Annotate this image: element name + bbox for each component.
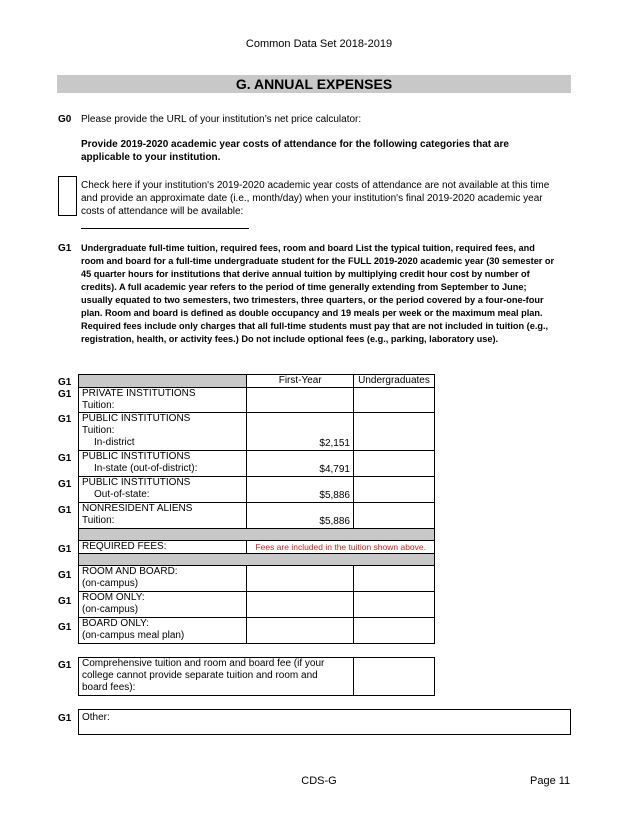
private-first-year-cell[interactable] (247, 388, 354, 413)
row-label-line: Tuition: (82, 515, 115, 526)
provide-instruction-line2: applicable to your institution. (81, 152, 221, 163)
comprehensive-fee-label (79, 658, 354, 696)
item-code-g1-other: G1 (58, 713, 72, 724)
nonresident-tuition-label (79, 503, 247, 529)
item-code-g1-intro: G1 (58, 243, 72, 254)
nonresident-undergrad-cell[interactable] (354, 503, 435, 529)
public-out-of-state-first-year-value[interactable]: $5,886 (247, 477, 354, 503)
date-entry-line[interactable] (81, 228, 249, 229)
private-tuition-label (79, 388, 247, 413)
room-only-undergrad-cell[interactable] (354, 592, 435, 618)
g1-definition-line6: plan. Room and board is defined as double occupancy and 19 meals per week or the maximum meal plan. (81, 308, 543, 318)
row-label-line: (on-campus meal plan) (82, 630, 185, 641)
not-available-checkbox[interactable] (58, 176, 77, 216)
public-in-district-undergrad-cell[interactable] (354, 413, 435, 451)
g1-definition-line7: Required fees include only charges that all full-time students must pay that are not included in tuition (e.g., (81, 321, 549, 331)
page-header: Common Data Set 2018-2019 (245, 38, 393, 50)
row-label-line: In-state (out-of-district): (94, 463, 198, 474)
row-label-line: NONRESIDENT ALIENS (82, 503, 193, 514)
row-label-line: (on-campus) (82, 578, 139, 589)
other-label: Other: (82, 712, 110, 723)
public-in-state-label (79, 451, 247, 477)
column-header-undergraduates: Undergraduates (354, 375, 435, 388)
check-text-line1: Check here if your institution's 2019-2020 academic year costs of attendance are not available at this time (81, 180, 550, 191)
section-title: G. ANNUAL EXPENSES (57, 75, 571, 93)
row-label-line: BOARD ONLY: (82, 618, 150, 629)
row-label-line: PUBLIC INSTITUTIONS (82, 451, 191, 462)
other-field[interactable] (78, 709, 571, 735)
g1-definition-line5: usually equated to two semesters, two trimesters, three quarters, or the period covered by a four-one-four (81, 295, 544, 305)
item-code-g1: G1 (58, 570, 72, 581)
board-only-label (79, 618, 247, 644)
footer-section-code: CDS-G (301, 775, 337, 787)
comprehensive-fee-value-cell[interactable] (354, 658, 435, 696)
separator-row (79, 529, 435, 541)
public-in-district-label (79, 413, 247, 451)
item-code-g1: G1 (58, 479, 72, 490)
g1-definition-line4: credits). A full academic year refers to the period of time generally extending from September to June; (81, 282, 527, 292)
room-and-board-first-year-cell[interactable] (247, 566, 354, 592)
item-code-g1: G1 (58, 622, 72, 633)
header-blank-cell (79, 375, 247, 388)
item-code-g1: G1 (58, 505, 72, 516)
public-in-district-first-year-value[interactable]: $2,151 (247, 413, 354, 451)
g1-definition-line8: registration, health, or activity fees.) Do not include optional fees (e.g., parking, laboratory use). (81, 334, 499, 344)
room-and-board-undergrad-cell[interactable] (354, 566, 435, 592)
column-header-first-year: First-Year (247, 375, 354, 388)
item-code-g1: G1 (58, 377, 72, 388)
public-in-state-first-year-value[interactable]: $4,791 (247, 451, 354, 477)
item-code-g1: G1 (58, 453, 72, 464)
check-text-line2: and provide an approximate date (i.e., month/day) when your institution's final 2019-2020 academic year (81, 193, 543, 204)
cost-table (78, 374, 435, 644)
required-fees-label: REQUIRED FEES: (79, 541, 247, 554)
item-code-g1-comprehensive: G1 (58, 660, 72, 671)
public-in-state-undergrad-cell[interactable] (354, 451, 435, 477)
item-code-g1: G1 (58, 414, 72, 425)
row-label-line: PUBLIC INSTITUTIONS (82, 477, 191, 488)
item-code-g0: G0 (58, 114, 72, 125)
private-undergrad-cell[interactable] (354, 388, 435, 413)
row-label-line: In-district (94, 437, 135, 448)
row-label-line: board fees): (82, 682, 136, 693)
item-code-g1: G1 (58, 596, 72, 607)
row-label-line: Comprehensive tuition and room and board fee (if your (82, 658, 325, 669)
g1-definition-line1: Undergraduate full-time tuition, required fees, room and board List the typical tuition, required fees, and (81, 243, 535, 253)
g1-definition-line2: room and board for a full-time undergraduate student for the FULL 2019-2020 academic year (30 semester or (81, 256, 555, 266)
item-code-g1: G1 (58, 389, 72, 400)
comprehensive-fee-table (78, 657, 435, 696)
row-label-line: PUBLIC INSTITUTIONS (82, 413, 191, 424)
nonresident-first-year-value[interactable]: $5,886 (247, 503, 354, 529)
public-out-of-state-label (79, 477, 247, 503)
public-out-of-state-undergrad-cell[interactable] (354, 477, 435, 503)
row-label-line: ROOM AND BOARD: (82, 566, 178, 577)
row-label-line: (on-campus) (82, 604, 139, 615)
room-and-board-label (79, 566, 247, 592)
room-only-label (79, 592, 247, 618)
check-text-line3: costs of attendance will be available: (81, 206, 244, 217)
net-price-question: Please provide the URL of your institution’s net price calculator: (81, 114, 362, 125)
row-label-line: PRIVATE INSTITUTIONS (82, 388, 196, 399)
provide-instruction-line1: Provide 2019-2020 academic year costs of attendance for the following categories that are (81, 139, 509, 150)
room-only-first-year-cell[interactable] (247, 592, 354, 618)
row-label-line: college cannot provide separate tuition and room and (82, 670, 318, 681)
item-code-g1: G1 (58, 544, 72, 555)
separator-row (79, 554, 435, 566)
footer-page-number: Page 11 (530, 775, 571, 787)
fees-note: Fees are included in the tuition shown above. (247, 541, 435, 554)
row-label-line: ROOM ONLY: (82, 592, 145, 603)
row-label-line: Out-of-state: (94, 489, 150, 500)
board-only-undergrad-cell[interactable] (354, 618, 435, 644)
g1-definition-line3: 45 quarter hours for institutions that derive annual tuition by multiplying credit hour cost by number of (81, 269, 530, 279)
row-label-line: Tuition: (82, 400, 115, 411)
board-only-first-year-cell[interactable] (247, 618, 354, 644)
row-label-line: Tuition: (82, 425, 115, 436)
